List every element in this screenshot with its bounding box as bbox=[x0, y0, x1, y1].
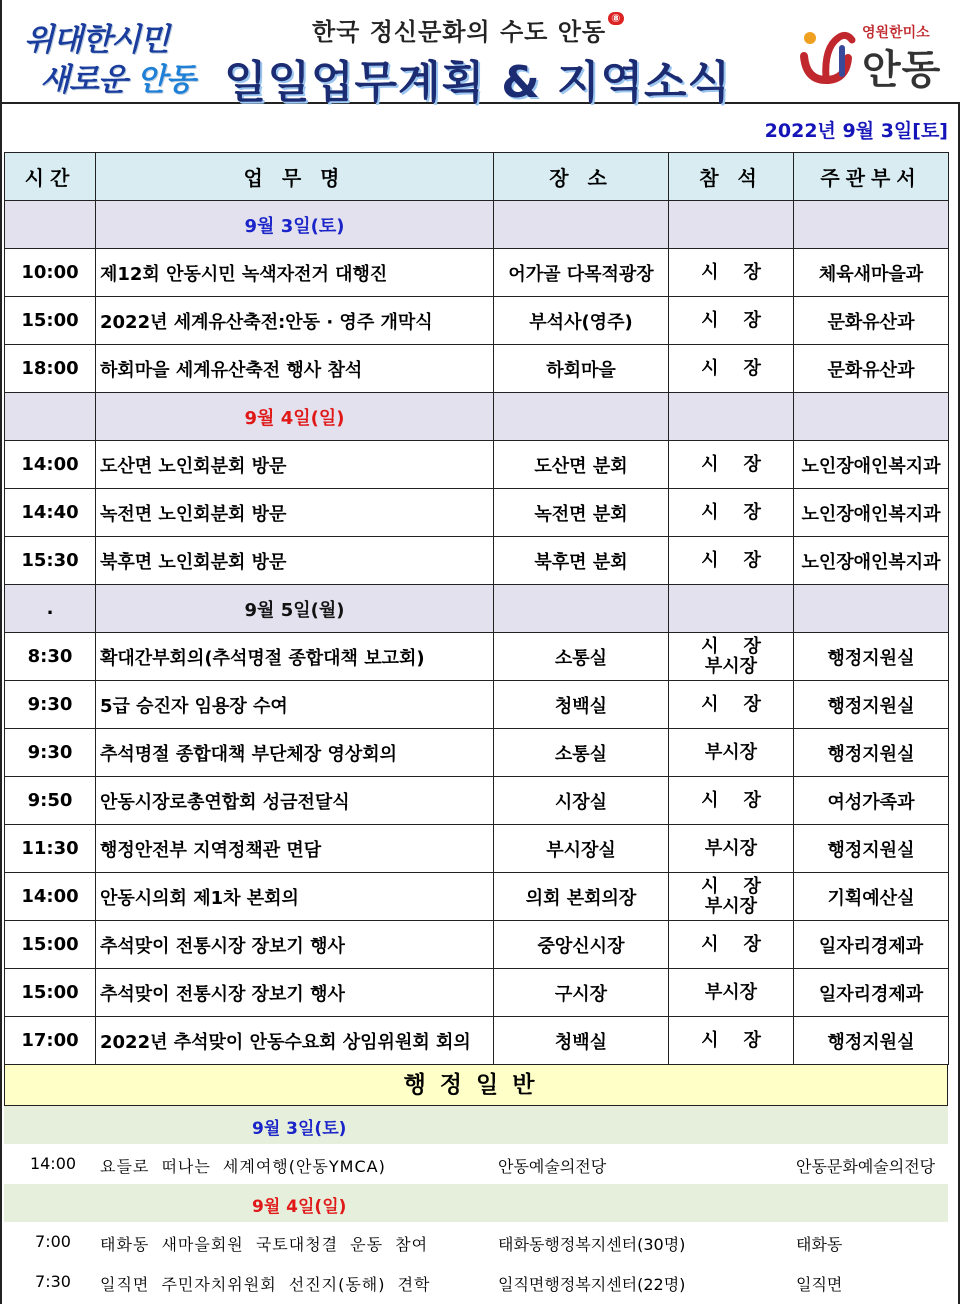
day-time-cell: . bbox=[5, 585, 96, 633]
schedule-table bbox=[4, 152, 949, 1065]
col-header-time: 시간 bbox=[5, 153, 96, 201]
task-cell: 안동시장로총연합회 성금전달식 bbox=[96, 777, 494, 825]
task-cell: 추석맞이 전통시장 장보기 행사 bbox=[96, 969, 494, 1017]
dept-cell: 행정지원실 bbox=[794, 729, 949, 777]
place-cell: 어가골 다목적광장 bbox=[494, 249, 669, 297]
day-empty-cell bbox=[794, 201, 949, 249]
attendee-cell bbox=[669, 537, 794, 585]
header-subtitle-text: 한국 정신문화의 수도 안동 bbox=[312, 18, 607, 46]
attendee-name: 부시장 bbox=[704, 981, 758, 1003]
time-cell: 14:00 bbox=[5, 441, 96, 489]
day-empty-cell bbox=[494, 585, 669, 633]
task-cell: 북후면 노인회분회 방문 bbox=[96, 537, 494, 585]
attendee-name: 시 장 bbox=[701, 693, 761, 715]
dept-cell: 문화유산과 bbox=[794, 297, 949, 345]
place-cell: 도산면 분회 bbox=[494, 441, 669, 489]
table-row bbox=[5, 441, 949, 489]
time-cell: 10:00 bbox=[5, 249, 96, 297]
dept-cell: 체육새마을과 bbox=[794, 249, 949, 297]
attendee-name: 부시장 bbox=[704, 837, 758, 859]
dept-cell: 기획예산실 bbox=[794, 873, 949, 921]
time-cell: 9:50 bbox=[5, 777, 96, 825]
logo-tagline: 영원한미소 bbox=[862, 25, 930, 41]
attendee-name: 시 장 bbox=[701, 933, 761, 955]
task-cell: 5급 승진자 임용장 수여 bbox=[96, 681, 494, 729]
attendee-name: 시 장 bbox=[701, 453, 761, 475]
city-logo bbox=[792, 14, 952, 94]
general-time: 14:00 bbox=[29, 1154, 77, 1173]
table-row bbox=[5, 489, 949, 537]
general-time: 7:30 bbox=[35, 1272, 71, 1291]
task-cell: 도산면 노인회분회 방문 bbox=[96, 441, 494, 489]
general-time: 7:00 bbox=[35, 1232, 71, 1251]
page-title: 일일업무계획 & 지역소식 bbox=[224, 57, 732, 108]
time-cell: 15:00 bbox=[5, 921, 96, 969]
dept-cell: 행정지원실 bbox=[794, 681, 949, 729]
table-row bbox=[5, 873, 949, 921]
task-cell: 추석명절 종합대책 부단체장 영상회의 bbox=[96, 729, 494, 777]
general-day-header bbox=[4, 1184, 948, 1222]
time-cell: 14:40 bbox=[5, 489, 96, 537]
attendee-cell bbox=[669, 441, 794, 489]
general-section-heading: 행정일반 bbox=[4, 1064, 948, 1106]
task-cell: 행정안전부 지역정책관 면담 bbox=[96, 825, 494, 873]
general-task: 일직면 주민자치위원회 선진지(동해) 견학 bbox=[100, 1275, 431, 1294]
general-day-label: 9월 3일(토) bbox=[252, 1119, 347, 1139]
attendee-cell bbox=[669, 345, 794, 393]
document-date: 2022년 9월 3일[토] bbox=[764, 120, 948, 142]
attendee-cell bbox=[669, 489, 794, 537]
table-row bbox=[5, 729, 949, 777]
time-cell: 15:00 bbox=[5, 297, 96, 345]
dept-cell: 일자리경제과 bbox=[794, 921, 949, 969]
day-label: 9월 4일(일) bbox=[96, 393, 494, 441]
day-empty-cell bbox=[494, 201, 669, 249]
general-place: 안동예술의전당 bbox=[498, 1157, 607, 1176]
table-row bbox=[5, 825, 949, 873]
general-place: 태화동행정복지센터(30명) bbox=[498, 1235, 686, 1254]
day-empty-cell bbox=[794, 393, 949, 441]
attendee-name: 부시장 bbox=[704, 895, 758, 917]
place-cell: 소통실 bbox=[494, 633, 669, 681]
day-empty-cell bbox=[669, 585, 794, 633]
table-row bbox=[5, 297, 949, 345]
day-time-cell bbox=[5, 393, 96, 441]
header-banner bbox=[2, 0, 960, 108]
place-cell: 하회마을 bbox=[494, 345, 669, 393]
attendee-name: 시 장 bbox=[701, 549, 761, 571]
task-cell: 확대간부회의(추석명절 종합대책 보고회) bbox=[96, 633, 494, 681]
dept-cell: 노인장애인복지과 bbox=[794, 489, 949, 537]
task-cell: 녹전면 노인회분회 방문 bbox=[96, 489, 494, 537]
place-cell: 소통실 bbox=[494, 729, 669, 777]
dept-cell: 행정지원실 bbox=[794, 633, 949, 681]
table-row bbox=[5, 249, 949, 297]
attendee-cell bbox=[669, 729, 794, 777]
smile-logo-icon bbox=[796, 18, 858, 88]
day-empty-cell bbox=[669, 393, 794, 441]
attendee-cell bbox=[669, 873, 794, 921]
schedule-body bbox=[5, 201, 949, 1065]
place-cell: 녹전면 분회 bbox=[494, 489, 669, 537]
task-cell: 안동시의회 제1차 본회의 bbox=[96, 873, 494, 921]
task-cell: 2022년 추석맞이 안동수요회 상임위원회 회의 bbox=[96, 1017, 494, 1065]
attendee-name: 시 장 bbox=[701, 357, 761, 379]
slogan bbox=[16, 10, 196, 98]
table-row bbox=[5, 537, 949, 585]
task-cell: 추석맞이 전통시장 장보기 행사 bbox=[96, 921, 494, 969]
day-label: 9월 3일(토) bbox=[96, 201, 494, 249]
table-header-row bbox=[5, 153, 949, 201]
place-cell: 의회 본회의장 bbox=[494, 873, 669, 921]
seal-icon: ⑧ bbox=[608, 12, 624, 25]
day-empty-cell bbox=[669, 201, 794, 249]
general-task: 태화동 새마을회원 국토대청결 운동 참여 bbox=[100, 1235, 429, 1254]
list-item bbox=[4, 1262, 948, 1302]
attendee-cell bbox=[669, 681, 794, 729]
table-row bbox=[5, 777, 949, 825]
attendee-name: 부시장 bbox=[704, 655, 758, 677]
list-item bbox=[4, 1222, 948, 1262]
time-cell: 18:00 bbox=[5, 345, 96, 393]
logo-name: 안동 bbox=[862, 47, 942, 93]
time-cell: 9:30 bbox=[5, 681, 96, 729]
time-cell: 15:30 bbox=[5, 537, 96, 585]
general-dept: 안동문화예술의전당 bbox=[796, 1157, 936, 1176]
day-label: 9월 5일(월) bbox=[96, 585, 494, 633]
day-header-row bbox=[5, 585, 949, 633]
day-time-cell bbox=[5, 201, 96, 249]
dept-cell: 일자리경제과 bbox=[794, 969, 949, 1017]
place-cell: 중앙신시장 bbox=[494, 921, 669, 969]
table-row bbox=[5, 921, 949, 969]
table-row bbox=[5, 345, 949, 393]
day-header-row bbox=[5, 393, 949, 441]
col-header-dept: 주관부서 bbox=[794, 153, 949, 201]
attendee-name: 시 장 bbox=[701, 309, 761, 331]
general-place: 일직면행정복지센터(22명) bbox=[498, 1275, 686, 1294]
general-dept: 태화동 bbox=[796, 1235, 843, 1254]
place-cell: 구시장 bbox=[494, 969, 669, 1017]
attendee-cell bbox=[669, 969, 794, 1017]
slogan-line-1: 위대한시민 bbox=[24, 22, 169, 58]
header-subtitle bbox=[312, 12, 624, 47]
table-row bbox=[5, 681, 949, 729]
attendee-name: 시 장 bbox=[701, 261, 761, 283]
time-cell: 17:00 bbox=[5, 1017, 96, 1065]
attendee-cell bbox=[669, 921, 794, 969]
attendee-name: 시 장 bbox=[701, 875, 761, 897]
col-header-task: 업 무 명 bbox=[96, 153, 494, 201]
time-cell: 15:00 bbox=[5, 969, 96, 1017]
day-header-row bbox=[5, 201, 949, 249]
day-empty-cell bbox=[794, 585, 949, 633]
general-day-label: 9월 4일(일) bbox=[252, 1197, 347, 1217]
col-header-attendee: 참 석 bbox=[669, 153, 794, 201]
table-row bbox=[5, 969, 949, 1017]
task-cell: 하회마을 세계유산축전 행사 참석 bbox=[96, 345, 494, 393]
attendee-cell bbox=[669, 825, 794, 873]
slogan-line-2a: 새로운 bbox=[40, 62, 127, 98]
time-cell: 14:00 bbox=[5, 873, 96, 921]
attendee-name: 시 장 bbox=[701, 635, 761, 657]
place-cell: 시장실 bbox=[494, 777, 669, 825]
place-cell: 부시장실 bbox=[494, 825, 669, 873]
attendee-name: 시 장 bbox=[701, 501, 761, 523]
place-cell: 청백실 bbox=[494, 1017, 669, 1065]
dept-cell: 노인장애인복지과 bbox=[794, 441, 949, 489]
time-cell: 11:30 bbox=[5, 825, 96, 873]
attendee-cell bbox=[669, 777, 794, 825]
table-row bbox=[5, 633, 949, 681]
attendee-name: 시 장 bbox=[701, 789, 761, 811]
attendee-cell bbox=[669, 1017, 794, 1065]
slogan-line-2b: 안동 bbox=[136, 62, 195, 98]
attendee-cell bbox=[669, 297, 794, 345]
task-cell: 제12회 안동시민 녹색자전거 대행진 bbox=[96, 249, 494, 297]
attendee-name: 시 장 bbox=[701, 1029, 761, 1051]
place-cell: 청백실 bbox=[494, 681, 669, 729]
attendee-cell bbox=[669, 249, 794, 297]
place-cell: 부석사(영주) bbox=[494, 297, 669, 345]
dept-cell: 행정지원실 bbox=[794, 1017, 949, 1065]
attendee-name: 부시장 bbox=[704, 741, 758, 763]
time-cell: 9:30 bbox=[5, 729, 96, 777]
dept-cell: 문화유산과 bbox=[794, 345, 949, 393]
col-header-place: 장 소 bbox=[494, 153, 669, 201]
dept-cell: 행정지원실 bbox=[794, 825, 949, 873]
slogan-line-2 bbox=[40, 54, 195, 99]
list-item bbox=[4, 1144, 948, 1184]
table-row bbox=[5, 1017, 949, 1065]
time-cell: 8:30 bbox=[5, 633, 96, 681]
place-cell: 북후면 분회 bbox=[494, 537, 669, 585]
day-empty-cell bbox=[494, 393, 669, 441]
dept-cell: 여성가족과 bbox=[794, 777, 949, 825]
general-task: 요들로 떠나는 세계여행(안동YMCA) bbox=[100, 1157, 386, 1176]
general-dept: 일직면 bbox=[796, 1275, 843, 1294]
attendee-cell bbox=[669, 633, 794, 681]
task-cell: 2022년 세계유산축전:안동 · 영주 개막식 bbox=[96, 297, 494, 345]
general-day-header bbox=[4, 1106, 948, 1144]
dept-cell: 노인장애인복지과 bbox=[794, 537, 949, 585]
